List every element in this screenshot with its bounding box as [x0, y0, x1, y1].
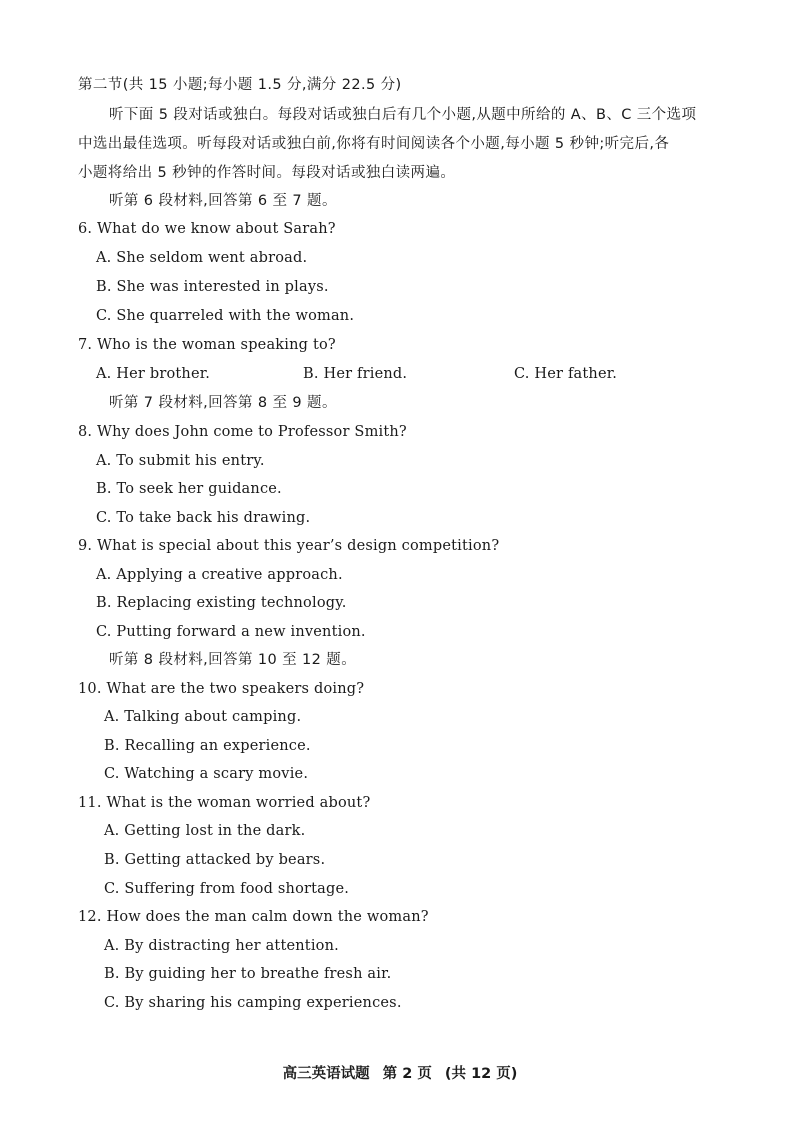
footer-total-pages: (共 12 页) [444, 1066, 518, 1082]
footer-subject: 高三英语试题 [282, 1066, 370, 1082]
question-stem: 12. How does the man calm down the woman? [78, 909, 429, 925]
answer-option: C. Her father. [514, 366, 618, 382]
answer-option: A. To submit his entry. [96, 453, 265, 469]
answer-option: C. Putting forward a new invention. [96, 624, 366, 640]
footer-page-number: 第 2 页 [382, 1066, 432, 1082]
question-stem: 10. What are the two speakers doing? [78, 681, 365, 697]
answer-option: C. She quarreled with the woman. [96, 308, 355, 324]
group-intro: 听第 6 段材料,回答第 6 至 7 题。 [109, 193, 337, 209]
question-stem: 9. What is special about this year’s design competition? [78, 538, 500, 554]
answer-option: B. Getting attacked by bears. [104, 852, 326, 868]
instructions-line-1: 听下面 5 段对话或独白。每段对话或独白后有几个小题,从题中所给的 A、B、C 三个选项 [109, 107, 697, 123]
question-stem: 8. Why does John come to Professor Smith? [78, 424, 407, 440]
answer-option: C. Suffering from food shortage. [104, 881, 350, 897]
answer-option: A. Applying a creative approach. [96, 567, 343, 583]
answer-option: A. Getting lost in the dark. [104, 823, 306, 839]
question-stem: 11. What is the woman worried about? [78, 795, 371, 811]
group-intro: 听第 8 段材料,回答第 10 至 12 题。 [109, 652, 357, 668]
answer-option: B. Replacing existing technology. [96, 595, 347, 611]
answer-option: B. She was interested in plays. [96, 279, 329, 295]
answer-option: B. By guiding her to breathe fresh air. [104, 966, 392, 982]
answer-option: B. Her friend. [303, 366, 408, 382]
question-stem: 6. What do we know about Sarah? [78, 221, 336, 237]
instructions-line-3: 小题将给出 5 秒钟的作答时间。每段对话或独白读两遍。 [78, 165, 456, 181]
answer-option: A. Her brother. [96, 366, 211, 382]
section-heading: 第二节(共 15 小题;每小题 1.5 分,满分 22.5 分) [78, 77, 402, 93]
answer-option: C. To take back his drawing. [96, 510, 311, 526]
answer-option: C. Watching a scary movie. [104, 766, 309, 782]
answer-option: A. Talking about camping. [104, 709, 302, 725]
instructions-line-2: 中选出最佳选项。听每段对话或独白前,你将有时间阅读各个小题,每小题 5 秒钟;听完后,各 [78, 136, 670, 152]
answer-option: C. By sharing his camping experiences. [104, 995, 402, 1011]
answer-option: A. She seldom went abroad. [96, 250, 308, 266]
answer-option: B. Recalling an experience. [104, 738, 311, 754]
question-stem: 7. Who is the woman speaking to? [78, 337, 336, 353]
answer-option: B. To seek her guidance. [96, 481, 282, 497]
group-intro: 听第 7 段材料,回答第 8 至 9 题。 [109, 395, 337, 411]
answer-option: A. By distracting her attention. [104, 938, 339, 954]
page-footer [0, 1062, 800, 1083]
